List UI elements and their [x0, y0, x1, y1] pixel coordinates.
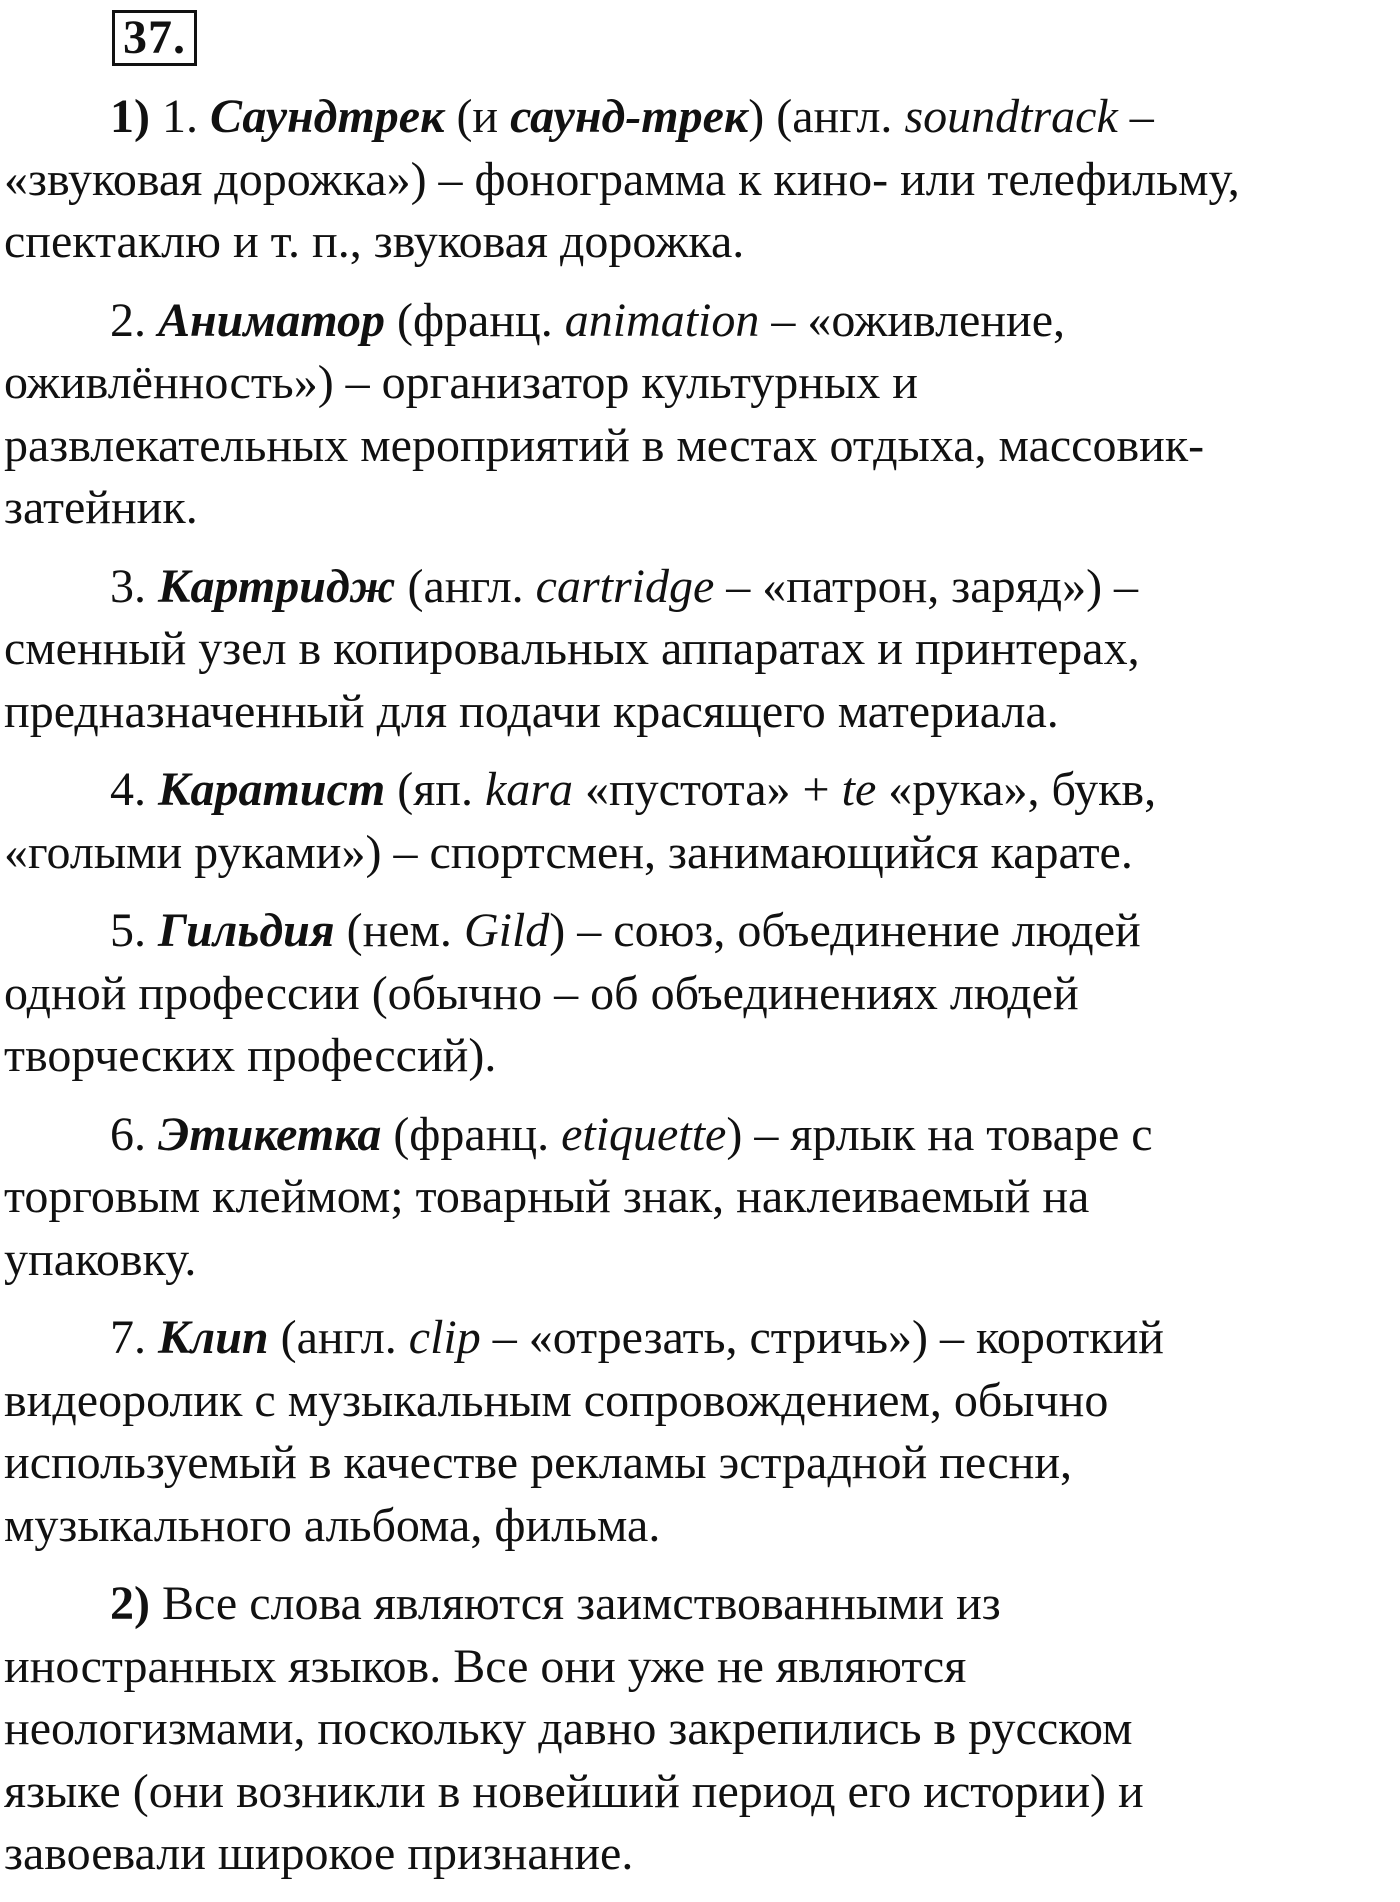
- entry-1-line-2: «звуковая дорожка») – фонограмма к кино- или телефильму,: [4, 152, 1240, 206]
- entry-2-line-4: затейник.: [4, 481, 198, 534]
- entry-7-line-1: 7. Клип (англ. clip – «отрезать, стричь») – короткий: [110, 1311, 1164, 1364]
- entry-number: 7.: [110, 1311, 146, 1364]
- entry-number: 3.: [110, 559, 146, 613]
- foreign-word: clip: [408, 1311, 481, 1364]
- conclusion-line-3: неологизмами, поскольку давно закрепились в русском: [4, 1702, 1133, 1755]
- headword: Картридж: [158, 559, 396, 613]
- part-1-marker: 1): [110, 90, 150, 143]
- entry-6-line-1: 6. Этикетка (франц. etiquette) – ярлык на товаре с: [110, 1107, 1153, 1161]
- entry-3: [4, 556, 1396, 744]
- entry-7: [4, 1307, 1396, 1557]
- headword: Каратист: [158, 763, 386, 816]
- foreign-word: Gild: [463, 904, 550, 957]
- entry-5-line-3: творческих профессий).: [4, 1029, 497, 1082]
- entry-2-line-1: 2. Аниматор (франц. animation – «оживление,: [110, 293, 1066, 347]
- entry-5-line-1: 5. Гильдия (нем. Gild) – союз, объединение людей: [110, 904, 1141, 957]
- entry-number: 5.: [110, 904, 146, 957]
- headword: Гильдия: [158, 904, 335, 957]
- entry-6-line-2: торговым клеймом; товарный знак, наклеиваемый на: [4, 1170, 1090, 1223]
- conclusion-line-2: иностранных языков. Все они уже не являются: [4, 1639, 967, 1693]
- entry-6: [4, 1104, 1396, 1292]
- entry-4: [4, 759, 1396, 884]
- task-number-box: [112, 10, 197, 66]
- entry-5-line-2: одной профессии (обычно – об объединениях людей: [4, 966, 1079, 1020]
- headword: Аниматор: [158, 293, 385, 347]
- headword: Саундтрек: [209, 90, 445, 143]
- entry-7-line-2: видеоролик с музыкальным сопровождением, обычно: [4, 1373, 1109, 1427]
- foreign-word: cartridge: [535, 559, 715, 613]
- entry-4-line-2: «голыми руками») – спортсмен, занимающийся карате.: [4, 825, 1133, 879]
- headword: Этикетка: [158, 1107, 382, 1161]
- entry-3-line-2: сменный узел в копировальных аппаратах и принтерах,: [4, 622, 1140, 675]
- entry-3-line-1: 3. Картридж (англ. cartridge – «патрон, заряд») –: [110, 559, 1139, 613]
- conclusion-line-4: языке (они возникли в новейший период его истории) и: [4, 1764, 1144, 1818]
- conclusion-line-1: 2) Все слова являются заимствованными из: [110, 1577, 1001, 1630]
- foreign-word: soundtrack: [904, 90, 1118, 143]
- entry-2-line-3: развлекательных мероприятий в местах отдыха, массовик-: [4, 418, 1205, 472]
- entry-2-line-2: оживлённость») – организатор культурных и: [4, 356, 918, 409]
- foreign-word: etiquette: [561, 1107, 727, 1161]
- task-number: 37.: [123, 11, 186, 64]
- headword: Клип: [158, 1311, 269, 1364]
- entry-number: 4.: [110, 763, 146, 816]
- entry-7-line-4: музыкального альбома, фильма.: [4, 1498, 661, 1552]
- headword-variant: саунд-трек: [510, 90, 749, 143]
- foreign-word: kara: [484, 763, 573, 816]
- entry-number: 6.: [110, 1107, 146, 1161]
- entry-5: [4, 900, 1396, 1088]
- foreign-word: animation: [564, 293, 760, 347]
- entry-number: 1.: [161, 90, 198, 143]
- entry-1-line-1: 1) 1. Саундтрек (и саунд-трек) (англ. soundtrack –: [110, 90, 1154, 143]
- entry-1: [4, 86, 1396, 274]
- entry-4-line-1: 4. Каратист (яп. kara «пустота» + te «рука», букв,: [110, 763, 1157, 816]
- entry-7-line-3: используемый в качестве рекламы эстрадной песни,: [4, 1436, 1073, 1489]
- entry-number: 2.: [110, 293, 146, 347]
- entry-3-line-3: предназначенный для подачи красящего материала.: [4, 684, 1059, 738]
- conclusion-paragraph: [4, 1573, 1396, 1886]
- entry-1-line-3: спектаклю и т. п., звуковая дорожка.: [4, 215, 745, 268]
- foreign-word: te: [841, 763, 877, 816]
- part-2-marker: 2): [110, 1577, 150, 1630]
- entry-2: [4, 290, 1396, 540]
- answer-text: [4, 86, 1396, 1902]
- conclusion-line-5: завоевали широкое признание.: [4, 1827, 634, 1880]
- entry-6-line-3: упаковку.: [4, 1232, 197, 1286]
